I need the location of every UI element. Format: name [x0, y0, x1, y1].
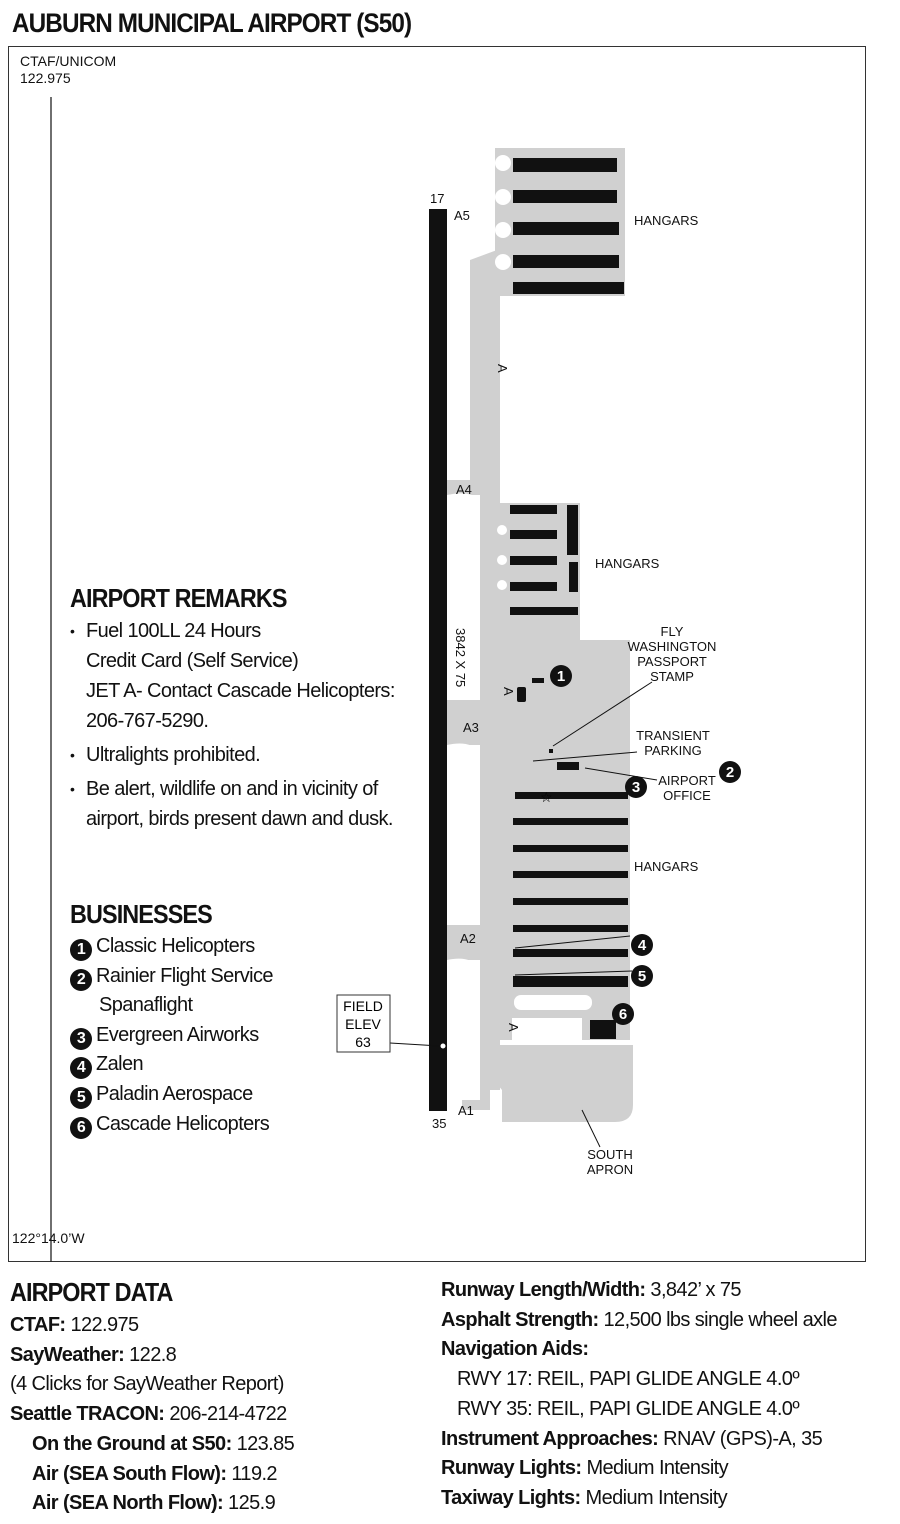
- data-runway-lights: Runway Lights: Medium Intensity: [441, 1457, 729, 1480]
- data-tracon: Seattle TRACON: 206-214-4722: [10, 1403, 287, 1426]
- data-nav-aids: Navigation Aids:: [441, 1338, 589, 1361]
- data-sayweather: SayWeather: 122.8: [10, 1343, 177, 1366]
- svg-text:PASSPORT: PASSPORT: [637, 654, 707, 669]
- data-south-flow: Air (SEA South Flow): 119.2: [32, 1462, 277, 1485]
- marker-4: [631, 934, 653, 956]
- svg-text:5: 5: [637, 968, 647, 985]
- taxiway-a-mid: A: [501, 687, 516, 696]
- svg-text:APRON: APRON: [586, 1162, 634, 1177]
- business-item: 2 Rainier Flight Service: [70, 962, 273, 992]
- data-rwy35: RWY 35: REIL, PAPI GLIDE ANGLE 4.0º: [457, 1397, 800, 1420]
- svg-text:OFFICE: OFFICE: [663, 788, 711, 803]
- data-approaches: Instrument Approaches: RNAV (GPS)-A, 35: [441, 1427, 823, 1450]
- hangars-label-north: HANGARS: [634, 213, 699, 228]
- svg-text:PARKING: PARKING: [644, 743, 702, 758]
- taxiway-a-south: A: [506, 1023, 521, 1032]
- airport-office-label: [658, 773, 716, 803]
- marker-6: [612, 1003, 634, 1025]
- field-elev-point: [441, 1044, 446, 1049]
- svg-text:1: 1: [556, 668, 566, 685]
- data-north-flow: Air (SEA North Flow): 125.9: [32, 1492, 276, 1515]
- svg-text:4: 4: [637, 937, 647, 954]
- runway-35-label: 35: [432, 1116, 447, 1131]
- svg-text:WASHINGTON: WASHINGTON: [627, 639, 717, 654]
- svg-text:2: 2: [725, 764, 735, 781]
- airport-data-left: [10, 1311, 294, 1519]
- taxiway-a5: A5: [454, 208, 470, 223]
- marker-3: [625, 776, 647, 798]
- business-item: 6 Cascade Helicopters: [70, 1110, 273, 1140]
- svg-text:ELEV: ELEV: [345, 1016, 381, 1032]
- ctaf-label: CTAF/UNICOM: [20, 53, 117, 69]
- svg-text:6: 6: [618, 1006, 628, 1023]
- passport-stamp-label: [628, 624, 717, 684]
- field-elev-box: [337, 995, 390, 1052]
- remarks-list: [70, 616, 430, 834]
- airport-data-right: [441, 1276, 837, 1514]
- marker-1: [550, 665, 572, 687]
- taxiway-a2: A2: [460, 931, 476, 946]
- star-icon: ☆: [540, 789, 553, 805]
- remarks-heading: AIRPORT REMARKS: [70, 583, 287, 613]
- data-runway-length: Runway Length/Width: 3,842’ x 75: [441, 1279, 741, 1301]
- taxiway-a-north: A: [495, 364, 510, 373]
- runway-17-label: 17: [430, 191, 445, 206]
- ctaf-value: 122.975: [20, 70, 71, 86]
- data-taxiway-lights: Taxiway Lights: Medium Intensity: [441, 1486, 728, 1509]
- svg-text:TRANSIENT: TRANSIENT: [636, 728, 710, 743]
- data-rwy17: RWY 17: REIL, PAPI GLIDE ANGLE 4.0º: [457, 1368, 800, 1391]
- businesses-list: [70, 932, 273, 1139]
- data-asphalt-strength: Asphalt Strength: 12,500 lbs single wheel axle: [441, 1308, 837, 1331]
- business-item: 4 Zalen: [70, 1050, 273, 1080]
- runway-dimensions: 3842 X 75: [453, 628, 468, 688]
- svg-text:AIRPORT: AIRPORT: [658, 773, 716, 788]
- business-item: 5 Paladin Aerospace: [70, 1080, 273, 1110]
- airport-data-heading: AIRPORT DATA: [10, 1277, 173, 1307]
- runway-17-35: [429, 209, 447, 1111]
- svg-text:63: 63: [355, 1034, 371, 1050]
- data-sayweather-note: (4 Clicks for SayWeather Report): [10, 1373, 284, 1396]
- taxiway-a3: A3: [463, 720, 479, 735]
- data-ground: On the Ground at S50: 123.85: [32, 1432, 295, 1455]
- data-ctaf: CTAF: 122.975: [10, 1314, 139, 1336]
- remark-fuel: • Fuel 100LL 24 Hours Credit Card (Self Service) JET A- Contact Cascade Helicopters: 206-767-5290.: [70, 616, 430, 736]
- remark-wildlife: • Be alert, wildlife on and in vicinity of airport, birds present dawn and dusk.: [70, 774, 430, 834]
- business-item: 1 Classic Helicopters: [70, 932, 273, 962]
- longitude-label: 122°14.0’W: [12, 1230, 85, 1246]
- svg-text:FLY: FLY: [660, 624, 684, 639]
- svg-text:SOUTH: SOUTH: [587, 1147, 633, 1162]
- transient-parking-label: [636, 728, 710, 758]
- hangars-label-south: HANGARS: [634, 859, 699, 874]
- businesses-heading: BUSINESSES: [70, 899, 212, 929]
- south-apron-label: [587, 1147, 633, 1177]
- hangars-label-mid: HANGARS: [595, 556, 660, 571]
- taxiway-a1: A1: [458, 1103, 474, 1118]
- taxiway-a4: A4: [456, 482, 472, 497]
- business-item: 3 Evergreen Airworks: [70, 1021, 273, 1051]
- business-item-extra: Spanaflight: [99, 994, 193, 1017]
- svg-text:STAMP: STAMP: [650, 669, 694, 684]
- marker-2: [719, 761, 741, 783]
- svg-text:3: 3: [631, 779, 641, 796]
- svg-text:FIELD: FIELD: [343, 998, 383, 1014]
- marker-5: [631, 965, 653, 987]
- page-title: AUBURN MUNICIPAL AIRPORT (S50): [12, 8, 412, 38]
- remark-ultralights: • Ultralights prohibited.: [70, 740, 430, 770]
